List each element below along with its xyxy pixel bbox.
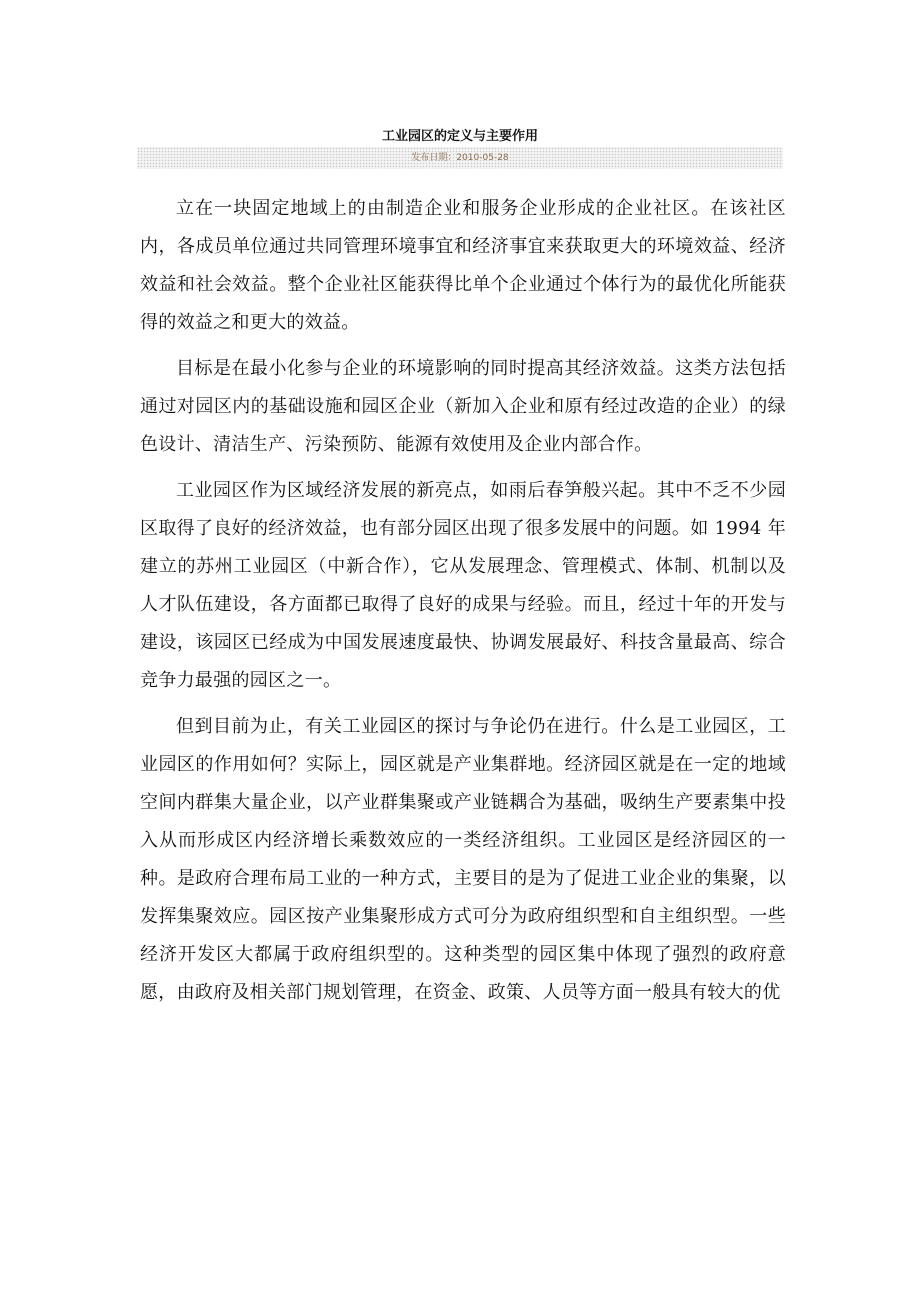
publish-date: 发布日期：2010-05-28 [411, 153, 509, 163]
paragraph: 但到目前为止，有关工业园区的探讨与争论仍在进行。什么是工业园区，工业园区的作用如何？实际上，园区就是产业集群地。经济园区就是在一定的地域空间内群集大量企业，以产业群集聚或产业链耦合为基础，吸纳生产要素集中投入从而形成区内经济增长乘数效应的一类经济组织。工业园区是经济园区的一种。是政府合理布局工业的一种方式，主要目的是为了促进工业企业的集聚，以发挥集聚效应。园区按产业集聚形成方式可分为政府组织型和自主组织型。一些经济开发区大都属于政府组织型的。这种类型的园区集中体现了强烈的政府意愿，由政府及相关部门规划管理，在资金、政策、人员等方面一般具有较大的优 [140, 716, 786, 1003]
article-header [137, 127, 783, 169]
publish-date-bar [137, 147, 783, 169]
article-title: 工业园区的定义与主要作用 [381, 129, 538, 144]
article-body [140, 190, 786, 1012]
paragraph: 立在一块固定地域上的由制造企业和服务企业形成的企业社区。在该社区内，各成员单位通过共同管理环境事宜和经济事宜来获取更大的环境效益、经济效益和社会效益。整个企业社区能获得比单个企业通过个体行为的最优化所能获得的效益之和更大的效益。 [140, 198, 786, 333]
paragraph: 工业园区作为区域经济发展的新亮点，如雨后春笋般兴起。其中不乏不少园区取得了良好的经济效益，也有部分园区出现了很多发展中的问题。如 1994 年建立的苏州工业园区（中新合作），它从发展理念、管理模式、体制、机制以及人才队伍建设，各方面都已取得了良好的成果与经验。而且，经过十年的开发与建设，该园区已经成为中国发展速度最快、协调发展最好、科技含量最高、综合竞争力最强的园区之一。 [140, 480, 786, 691]
paragraph: 目标是在最小化参与企业的环境影响的同时提高其经济效益。这类方法包括通过对园区内的基础设施和园区企业（新加入企业和原有经过改造的企业）的绿色设计、清洁生产、污染预防、能源有效使用及企业内部合作。 [140, 358, 786, 455]
